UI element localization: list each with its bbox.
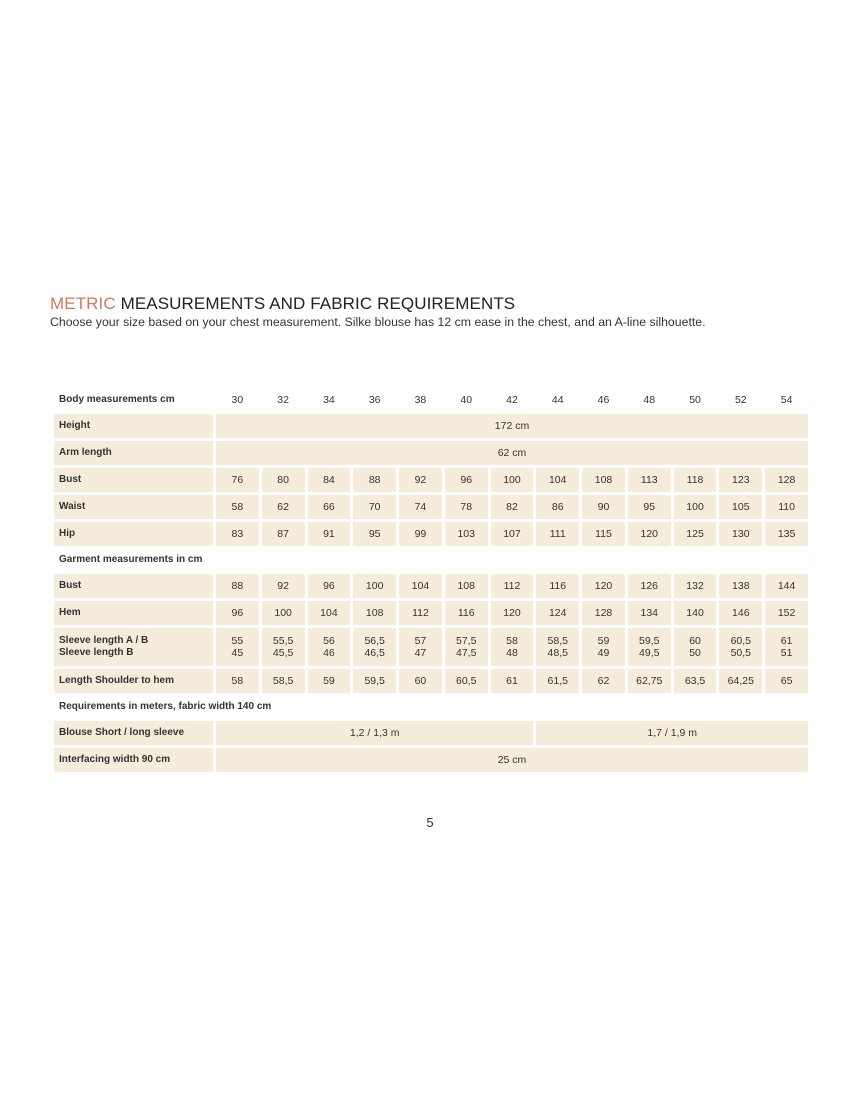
sleeve-value-b: 50 xyxy=(689,647,701,659)
size-header-cell: 36 xyxy=(368,394,381,406)
height-label: Height xyxy=(54,414,213,438)
length-cell: 60 xyxy=(399,669,442,693)
waist-cell: 66 xyxy=(308,495,351,519)
sleeve-value-b: 48,5 xyxy=(547,647,568,659)
size-header-cell: 38 xyxy=(414,394,427,406)
hem-cell: 146 xyxy=(719,601,762,625)
bust-cell: 113 xyxy=(628,468,671,492)
hem-cell: 100 xyxy=(262,601,305,625)
garment-bust-row xyxy=(54,574,808,598)
size-header-cell: 50 xyxy=(689,394,701,406)
arm-length-value: 62 cm xyxy=(216,441,808,465)
interfacing-value: 25 cm xyxy=(216,748,808,772)
hip-cell: 83 xyxy=(216,522,259,546)
hem-cell: 140 xyxy=(674,601,717,625)
garment-bust-cell: 120 xyxy=(582,574,625,598)
waist-cell: 62 xyxy=(262,495,305,519)
hip-cell: 91 xyxy=(308,522,351,546)
size-header-cell: 34 xyxy=(323,394,335,406)
size-header-cell: 40 xyxy=(460,394,473,406)
sleeve-cell xyxy=(445,628,488,666)
length-cell: 64,25 xyxy=(719,669,762,693)
length-shoulder-row xyxy=(54,669,808,693)
garment-bust-cell: 144 xyxy=(765,574,808,598)
sleeve-cell xyxy=(491,628,534,666)
bust-cell: 96 xyxy=(445,468,488,492)
length-cell: 62,75 xyxy=(628,669,671,693)
hip-label: Hip xyxy=(54,522,213,546)
bust-cell: 100 xyxy=(491,468,534,492)
size-header-cell: 32 xyxy=(277,394,289,406)
hip-cell: 107 xyxy=(491,522,534,546)
hip-cell: 135 xyxy=(765,522,808,546)
sleeve-value-b: 49,5 xyxy=(639,647,660,659)
bust-cell: 76 xyxy=(216,468,259,492)
title-rest: MEASUREMENTS AND FABRIC REQUIREMENTS xyxy=(115,294,516,313)
sleeve-value-a: 58 xyxy=(506,635,518,647)
size-header-cell: 54 xyxy=(780,394,793,406)
length-shoulder-label: Length Shoulder to hem xyxy=(54,669,213,693)
hip-cell: 120 xyxy=(628,522,671,546)
hem-cell: 96 xyxy=(216,601,259,625)
garment-bust-cell: 116 xyxy=(536,574,579,598)
sleeve-cell xyxy=(262,628,305,666)
sleeve-cell xyxy=(674,628,717,666)
waist-cell: 86 xyxy=(536,495,579,519)
waist-cell: 110 xyxy=(765,495,808,519)
hem-cell: 112 xyxy=(399,601,442,625)
size-header-cell: 30 xyxy=(231,394,244,406)
hip-cell: 87 xyxy=(262,522,305,546)
hem-cell: 134 xyxy=(628,601,671,625)
height-row xyxy=(54,414,808,438)
blouse-fabric-label: Blouse Short / long sleeve xyxy=(54,721,213,745)
interfacing-label: Interfacing width 90 cm xyxy=(54,748,213,772)
sleeve-length-label xyxy=(54,628,213,666)
garment-bust-cell: 96 xyxy=(308,574,351,598)
blouse-fabric-row xyxy=(54,721,808,745)
garment-bust-cell: 138 xyxy=(719,574,762,598)
sleeve-value-b: 45 xyxy=(231,647,244,659)
garment-bust-cell: 108 xyxy=(445,574,488,598)
sleeve-value-a: 57,5 xyxy=(455,635,477,647)
sleeve-cell xyxy=(628,628,671,666)
garment-bust-cell: 112 xyxy=(491,574,534,598)
size-header-cell: 42 xyxy=(506,394,518,406)
requirements-section-row xyxy=(54,696,808,718)
hip-cell: 95 xyxy=(353,522,396,546)
waist-cell: 100 xyxy=(674,495,717,519)
sleeve-value-a: 58,5 xyxy=(547,635,568,647)
sleeve-value-a: 59,5 xyxy=(639,635,660,647)
bust-row xyxy=(54,468,808,492)
length-cell: 63,5 xyxy=(674,669,717,693)
sleeve-label-a: Sleeve length A / B xyxy=(59,635,149,646)
hip-cell: 130 xyxy=(719,522,762,546)
size-header-row xyxy=(54,389,808,411)
sleeve-value-a: 56,5 xyxy=(364,635,385,647)
size-header-cell: 48 xyxy=(643,394,656,406)
interfacing-row xyxy=(54,748,808,772)
waist-cell: 82 xyxy=(491,495,534,519)
page-subtitle: Choose your size based on your chest measurement. Silke blouse has 12 cm ease in the chest, and an A-line silhouette. xyxy=(50,315,706,329)
length-cell: 58,5 xyxy=(262,669,305,693)
sleeve-cell xyxy=(582,628,625,666)
bust-cell: 108 xyxy=(582,468,625,492)
garment-bust-cell: 126 xyxy=(628,574,671,598)
bust-cell: 123 xyxy=(719,468,762,492)
waist-cell: 58 xyxy=(216,495,259,519)
hem-cell: 116 xyxy=(445,601,488,625)
garment-bust-cell: 104 xyxy=(399,574,442,598)
hem-row xyxy=(54,601,808,625)
hip-cell: 115 xyxy=(582,522,625,546)
length-cell: 60,5 xyxy=(445,669,488,693)
sleeve-cell xyxy=(399,628,442,666)
bust-cell: 88 xyxy=(353,468,396,492)
sleeve-value-b: 46 xyxy=(323,647,335,659)
arm-length-label: Arm length xyxy=(54,441,213,465)
waist-cell: 74 xyxy=(399,495,442,519)
garment-bust-cell: 100 xyxy=(353,574,396,598)
hem-cell: 108 xyxy=(353,601,396,625)
sleeve-cell xyxy=(308,628,351,666)
blouse-fabric-small-sizes: 1,2 / 1,3 m xyxy=(216,721,533,745)
hem-label: Hem xyxy=(54,601,213,625)
sleeve-value-b: 45,5 xyxy=(272,647,294,659)
hem-cell: 152 xyxy=(765,601,808,625)
length-cell: 59,5 xyxy=(353,669,396,693)
sleeve-value-a: 56 xyxy=(323,635,335,647)
sleeve-value-a: 57 xyxy=(414,635,427,647)
length-cell: 61,5 xyxy=(536,669,579,693)
page-number: 5 xyxy=(426,815,434,830)
hem-cell: 104 xyxy=(308,601,351,625)
sleeve-value-a: 61 xyxy=(780,635,793,647)
length-cell: 65 xyxy=(765,669,808,693)
requirements-section-heading: Requirements in meters, fabric width 140 cm xyxy=(59,701,272,712)
sleeve-cell xyxy=(719,628,762,666)
waist-cell: 70 xyxy=(353,495,396,519)
hip-cell: 99 xyxy=(399,522,442,546)
sleeve-value-a: 60,5 xyxy=(730,635,752,647)
sleeve-value-a: 55,5 xyxy=(272,635,294,647)
hip-cell: 125 xyxy=(674,522,717,546)
sleeve-value-b: 48 xyxy=(506,647,518,659)
bust-cell: 118 xyxy=(674,468,717,492)
sleeve-value-b: 49 xyxy=(597,647,610,659)
bust-label: Bust xyxy=(54,468,213,492)
sleeve-value-b: 51 xyxy=(780,647,793,659)
sleeve-value-a: 55 xyxy=(231,635,244,647)
bust-cell: 84 xyxy=(308,468,351,492)
garment-section-heading: Garment measurements in cm xyxy=(59,554,203,565)
waist-cell: 90 xyxy=(582,495,625,519)
bust-cell: 92 xyxy=(399,468,442,492)
hip-cell: 103 xyxy=(445,522,488,546)
body-measurements-header: Body measurements cm xyxy=(59,394,175,405)
bust-cell: 128 xyxy=(765,468,808,492)
sleeve-value-a: 60 xyxy=(689,635,701,647)
length-cell: 59 xyxy=(308,669,351,693)
garment-bust-cell: 88 xyxy=(216,574,259,598)
blouse-fabric-large-sizes: 1,7 / 1,9 m xyxy=(536,721,808,745)
sleeve-cell xyxy=(536,628,579,666)
waist-cell: 95 xyxy=(628,495,671,519)
sleeve-value-b: 47,5 xyxy=(455,647,477,659)
hip-cell: 111 xyxy=(536,522,579,546)
hip-row xyxy=(54,522,808,546)
arm-length-row xyxy=(54,441,808,465)
sleeve-value-b: 50,5 xyxy=(730,647,752,659)
hem-cell: 128 xyxy=(582,601,625,625)
page-title xyxy=(50,294,515,314)
size-header-cell: 44 xyxy=(551,394,564,406)
bust-cell: 104 xyxy=(536,468,579,492)
title-accent: METRIC xyxy=(50,294,116,313)
length-cell: 58 xyxy=(216,669,259,693)
size-header-cell: 52 xyxy=(734,394,747,406)
length-cell: 62 xyxy=(582,669,625,693)
sleeve-value-a: 59 xyxy=(597,635,610,647)
sleeve-cell xyxy=(353,628,396,666)
sleeve-label-b: Sleeve length B xyxy=(59,647,134,658)
hem-cell: 124 xyxy=(536,601,579,625)
waist-cell: 105 xyxy=(719,495,762,519)
garment-bust-cell: 92 xyxy=(262,574,305,598)
garment-bust-cell: 132 xyxy=(674,574,717,598)
garment-section-row xyxy=(54,549,808,571)
waist-cell: 78 xyxy=(445,495,488,519)
bust-cell: 80 xyxy=(262,468,305,492)
garment-bust-label: Bust xyxy=(54,574,213,598)
length-cell: 61 xyxy=(491,669,534,693)
waist-row xyxy=(54,495,808,519)
sleeve-value-b: 47 xyxy=(414,647,427,659)
hem-cell: 120 xyxy=(491,601,534,625)
waist-label: Waist xyxy=(54,495,213,519)
sleeve-length-row xyxy=(54,628,808,666)
sleeve-cell xyxy=(216,628,259,666)
sleeve-cell xyxy=(765,628,808,666)
size-header-cell: 46 xyxy=(597,394,610,406)
size-chart-table xyxy=(51,386,811,775)
sleeve-value-b: 46,5 xyxy=(364,647,385,659)
height-value: 172 cm xyxy=(216,414,808,438)
